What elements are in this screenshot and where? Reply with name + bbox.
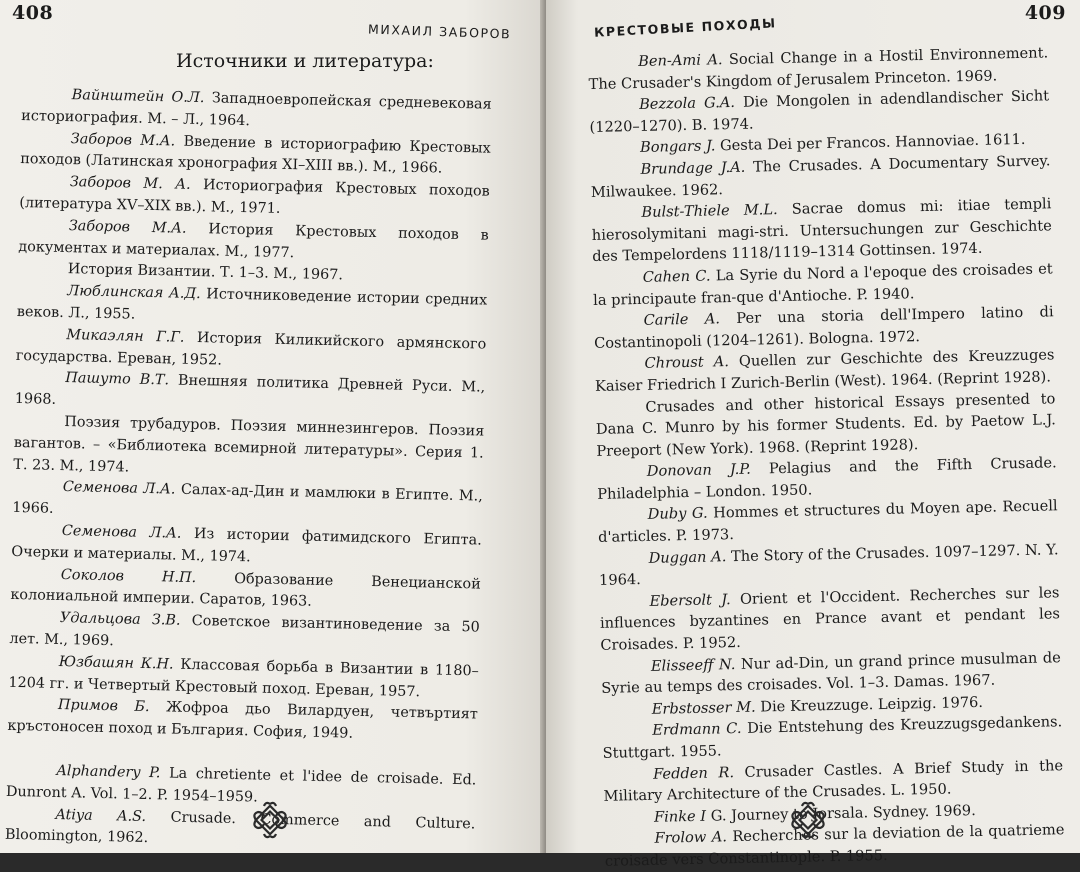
bib-entry: Примов Б. Жофроа дьо Вилардуен, четвъртият кръстоносен поход и България. София, 1949. xyxy=(7,697,478,742)
bib-entry: Заборов М.А. Введение в историографию Крестовых походов (Латинская хронография XI–XIII вв.). М., 1966. xyxy=(20,130,491,177)
bib-entry: Bezzola G.A. Die Mongolen in adendlandischer Sicht (1220–1270). B. 1974. xyxy=(589,87,1050,136)
bib-entry: Alphandery P. La chretiente et l'idee de croisade. Ed. Dunront A. Vol. 1–2. P. 1954–1959. xyxy=(5,762,477,806)
bib-entry: Ben-Ami A. Social Change in a Hostil Environnement. The Crusader's Kingdom of Jerusalem Princeton. 1969. xyxy=(588,44,1049,93)
bib-entry: Соколов Н.П. Образование Венецианской колониальной империи. Саратов, 1963. xyxy=(10,566,481,611)
knot-ornament-icon xyxy=(250,800,290,840)
bib-entry: Donovan J.P. Pelagius and the Fifth Crusade. Philadelphia – London. 1950. xyxy=(597,454,1057,503)
bib-entry: Люблинская А.Д. Источниковедение истории средних веков. Л., 1955. xyxy=(16,283,488,323)
bib-entry: Юзбашян К.Н. Классовая борьба в Византии в 1180–1204 гг. и Четвертый Крестовый поход. Ереван, 1957. xyxy=(8,653,479,700)
bibliography-list-left xyxy=(5,84,492,858)
bib-entry: Atiya A.S. Crusade. Commerce and Culture. Bloomington, 1962. xyxy=(4,806,476,847)
bib-entry: Bulst-Thiele M.L. Sacrae domus mi: itiae templi hierosolymitani magi-stri. Untersuchungen zur Geschichte des Tempelordens 1118/1119–1314 Gottinsen. 1974. xyxy=(591,195,1052,266)
bib-entry: Chroust A. Quellen zur Geschichte des Kreuzzuges Kaiser Friedrich I Zurich-Berlin (West). 1964. (Reprint 1928). xyxy=(594,346,1055,395)
bib-entry: Erbstosser M. Die Kreuzzuge. Leipzig. 1976. xyxy=(651,693,984,718)
running-head-right: КРЕСТОВЫЕ ПОХОДЫ xyxy=(593,15,777,40)
bib-entry: Brundage J.A. The Crusades. A Documentary Survey. Milwaukee. 1962. xyxy=(590,152,1051,201)
bib-entry: Duggan A. The Story of the Crusades. 1097–1297. N. Y. 1964. xyxy=(598,540,1059,590)
page-number-left: 408 xyxy=(12,2,54,24)
bib-entry: Erdmann C. Die Entstehung des Kreuzzugsgedankens. Stuttgart. 1955. xyxy=(602,713,1063,762)
bib-entry: Duby G. Hommes et structures du Moyen ape. Recuell d'articles. P. 1973. xyxy=(597,497,1058,546)
bib-entry: Elisseeff N. Nur ad-Din, un grand prince musulman de Syrie au temps des croisades. Vol. 1–3. Damas. 1967. xyxy=(601,648,1061,698)
left-page xyxy=(0,0,546,853)
bib-entry: Пашуто В.Т. Внешняя политика Древней Руси. М., 1968. xyxy=(14,370,486,409)
knot-ornament-icon xyxy=(788,800,828,840)
bib-entry: Удальцова З.В. Советское византиноведение за 50 лет. М., 1969. xyxy=(9,610,480,650)
bib-entry: Ebersolt J. Orient et l'Occident. Recherches sur les influences byzantines en Prance avant et pendant les Croisades. P. 1952. xyxy=(599,584,1061,654)
bib-entry: Вайнштейн О.Л. Западноевропейская средневековая историография. М. – Л., 1964. xyxy=(21,87,492,129)
bib-entry: Bongars J. Gesta Dei per Francos. Hannoviae. 1611. xyxy=(639,131,1026,157)
bib-entry: Семенова Л.А. Из истории фатимидского Египта. Очерки и материалы. М., 1974. xyxy=(11,522,482,566)
bib-entry: Семенова Л.А. Салах-ад-Дин и мамлюки в Египте. М., 1966. xyxy=(12,479,483,517)
page-number-right: 409 xyxy=(1024,2,1066,24)
bib-entry: Fedden R. Crusader Castles. A Brief Study in the Military Architecture of the Crusades. L. 1950. xyxy=(603,756,1064,806)
section-heading: Источники и литература: xyxy=(176,50,434,72)
right-page xyxy=(546,0,1080,870)
bib-entry: Finke I G. Journey to Jorsala. Sydney. 1969. xyxy=(653,801,976,826)
bib-entry: Заборов М.А. История Крестовых походов в документах и материалах. М., 1977. xyxy=(18,217,489,261)
bibliography-list-right xyxy=(588,42,1065,872)
bib-entry: Микаэлян Г.Г. История Киликийского армянского государства. Ереван, 1952. xyxy=(15,326,487,369)
bib-entry: Cahen C. La Syrie du Nord a l'epoque des croisades et la principaute fran-que d'Antioche. P. 1940. xyxy=(593,260,1053,309)
bib-entry: Carile A. Per una storia dell'Impero latino di Costantinopoli (1204–1261). Bologna. 1972. xyxy=(593,303,1054,352)
running-head-left: МИХАИЛ ЗАБОРОВ xyxy=(367,21,512,42)
bib-entry: История Византии. Т. 1–3. М., 1967. xyxy=(67,261,344,284)
bib-entry: Поэзия трубадуров. Поэзия миннезингеров. Поэзия вагантов. – «Библиотека всемирной литературы». Серия 1. Т. 23. М., 1974. xyxy=(13,414,485,476)
bib-entry: Crusades and other historical Essays presented to Dana C. Munro by his former Students. Ed. by Paetow L.J. Preeport (New York). 1968. (Reprint 1928). xyxy=(595,389,1056,460)
bib-entry: Заборов М. А. Историография Крестовых походов (литература XV–XIX вв.). М., 1971. xyxy=(19,174,490,217)
bib-entry: Frolow A. Recherches sur la deviation de la quatrieme croisade vers Constantinople. P. 1955. xyxy=(604,821,1065,870)
